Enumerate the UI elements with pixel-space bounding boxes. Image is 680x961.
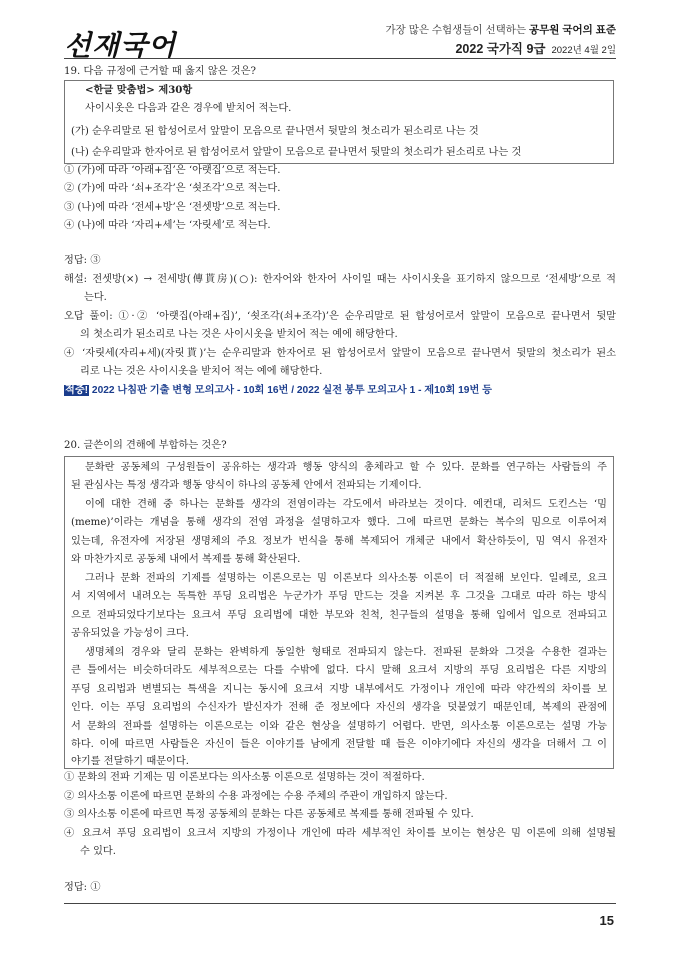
header-tagline xyxy=(385,22,616,37)
brand-logo: 선재국어 xyxy=(64,29,177,62)
exam-date: 2022년 4월 2일 xyxy=(551,45,616,56)
q20-question: 20. 글쓴이의 견해에 부합하는 것은? xyxy=(64,440,227,451)
passage-line: 와 마찬가지로 공동체 내에서 복제를 통해 확산된다. xyxy=(71,554,301,565)
passage-line xyxy=(71,719,607,734)
wrong-line-1: 오답 풀이: ①·② ‘아랫집(아래+집)’, ‘쇳조각(쇠+조각)’은 순우리말로 된 합성어로서 앞말이 모음으로 끝나면서 뒷말 xyxy=(64,311,616,322)
explain-line-1: 해설: 전셋방(×) → 전세방(傳貰房)(○): 한자어와 한자어 사이일 때는 사이시옷을 표기하지 않으므로 ‘전세방’으로 적 xyxy=(64,274,616,285)
passage-line xyxy=(85,460,607,475)
q19-wrong-1 xyxy=(64,309,616,324)
q19-wrong-2: 의 첫소리가 된소리로 나는 것은 사이시옷을 받치어 적는 예에 해당한다. xyxy=(80,329,398,340)
q19-rule-box xyxy=(64,80,614,164)
q19-wrong-3 xyxy=(64,346,616,361)
q19-option-2: ② (가)에 따라 ‘쇠+조각’은 ‘쇳조각’으로 적는다. xyxy=(64,183,281,194)
header-divider xyxy=(64,58,616,59)
passage-line xyxy=(71,515,607,530)
passage-text: 으로 전파되었다기보다는 요크셔 푸딩 요리법에 대한 부모와 친척, 친구들의 설명을 통해 입에서 입으로 전파되고 xyxy=(71,610,607,621)
q20-option-2: ② 의사소통 이론에 따르면 문화의 수용 과정에는 수용 주체의 주관이 개입하지 않는다. xyxy=(64,791,448,802)
passage-text: 하다. 이에 따르면 사람들은 자신이 들은 이야기를 남에게 전달할 때 들은 이야기에다 자신의 생각을 더해서 그 이 xyxy=(71,739,607,750)
passage-line xyxy=(71,663,607,678)
q19-question: 19. 다음 규정에 근거할 때 옳지 않은 것은? xyxy=(64,66,256,77)
rule-box-intro: 사이시옷은 다음과 같은 경우에 받치어 적는다. xyxy=(85,103,292,114)
q19-explain-2: 는다. xyxy=(84,292,107,303)
passage-text: 이에 대한 견해 중 하나는 문화를 생각의 전염이라는 각도에서 바라보는 것이다. 예컨대, 리처드 도킨스는 ‘밈 xyxy=(85,499,607,510)
q20-option-4-cont: 수 있다. xyxy=(80,846,116,857)
passage-text: 인다. 이는 푸딩 요리법의 수신자가 발신자가 전해 준 정보에다 자신의 생각을 덧붙였기 때문인데, 복제의 관점에 xyxy=(71,702,607,713)
passage-line xyxy=(71,589,607,604)
passage-text: 푸딩 요리법과 변별되는 특색을 지니는 동시에 요크셔 지방 내부에서도 가정이나 개인에 따라 약간씩의 차이를 보 xyxy=(71,684,607,695)
passage-line xyxy=(85,497,607,512)
passage-text: 셔 지역에서 내려오는 독특한 푸딩 요리법은 누군가가 푸딩 만드는 것을 지켜본 후 그것을 그대로 따라 하는 방식 xyxy=(71,591,607,602)
passage-line xyxy=(71,682,607,697)
q20-answer: 정답: ① xyxy=(64,882,101,893)
passage-line xyxy=(71,608,607,623)
passage-line: 된 관심사는 특정 생각과 행동 양식이 하나의 공동체 안에서 전파되는 기제이다. xyxy=(71,480,422,491)
q19-option-1: ① (가)에 따라 ‘아래+집’은 ‘아랫집’으로 적는다. xyxy=(64,165,281,176)
wrong-line-3: ④ ‘자릿세(자리+세)(자릿貰)’는 순우리말과 한자어로 된 합성어로서 앞말이 모음으로 끝나면서 뒷말의 첫소리가 된소 xyxy=(64,348,616,359)
passage-text: 문화란 공동체의 구성원들이 공유하는 생각과 행동 양식의 총체라고 할 수 있다. 문화를 연구하는 사람들의 주 xyxy=(85,462,607,473)
q19-option-4: ④ (나)에 따라 ‘자리+세’는 ‘자릿세’로 적는다. xyxy=(64,220,271,231)
passage-text: 있는데, 유전자에 저장된 생명체의 주요 정보가 번식을 통해 복제되어 개체군 내에서 확산하듯이, 밈 역시 유전자 xyxy=(71,536,607,547)
q20-passage-box xyxy=(64,456,614,769)
passage-text: 생명체의 경우와 달리 문화는 완벽하게 동일한 형태로 전파되지 않는다. 전파된 문화와 그것을 수용한 결과는 xyxy=(85,647,607,658)
passage-line xyxy=(71,534,607,549)
passage-line xyxy=(71,700,607,715)
passage-line xyxy=(85,571,607,586)
footer-divider xyxy=(64,903,616,904)
tagline-text: 가장 많은 수험생들이 선택하는 xyxy=(385,24,530,36)
q20-option-4 xyxy=(64,826,616,841)
hit-badge: 적중! xyxy=(65,385,89,396)
q19-answer: 정답: ③ xyxy=(64,255,101,266)
page-number: 15 xyxy=(599,913,614,928)
rule-box-na: (나) 순우리말과 한자어로 된 합성어로서 앞말이 모음으로 끝나면서 뒷말의 첫소리가 된소리로 나는 것 xyxy=(71,147,522,158)
rule-box-title: <한글 맞춤법> 제30항 xyxy=(85,84,193,96)
rule-box-ga: (가) 순우리말로 된 합성어로서 앞말이 모음으로 끝나면서 뒷말의 첫소리가 된소리로 나는 것 xyxy=(71,126,479,137)
passage-text: (meme)’이라는 개념을 통해 생각의 전염 과정을 설명하고자 했다. 그에 따르면 문화는 복수의 밈으로 이루어져 xyxy=(71,517,607,528)
exam-title: 2022 국가직 9급 xyxy=(455,42,546,56)
header-exam xyxy=(455,39,616,57)
q20-option-3: ③ 의사소통 이론에 따르면 특정 공동체의 문화는 다른 공동체로 복제를 통해 전파될 수 있다. xyxy=(64,809,474,820)
q19-hit xyxy=(64,383,492,398)
tagline-bold: 공무원 국어의 표준 xyxy=(529,24,616,36)
q19-wrong-4: 리로 나는 것은 사이시옷을 받치어 적는 예에 해당한다. xyxy=(80,366,323,377)
option-4-line-1: ④ 요크셔 푸딩 요리법이 요크셔 지방의 가정이나 개인에 따라 세부적인 차이를 보이는 현상은 밈 이론에 의해 설명될 xyxy=(64,828,616,839)
passage-line xyxy=(71,737,607,752)
q19-explain-1 xyxy=(64,272,616,287)
hit-source: 2022 나침판 기출 변형 모의고사 - 10회 16번 / 2022 실전 봉투 모의고사 1 - 제10회 19번 등 xyxy=(89,385,492,396)
passage-text: 서 문화의 전파를 설명하는 이론으로는 이와 같은 현상을 설명하기 어렵다. 반면, 의사소통 이론으로는 설명 가능 xyxy=(71,721,607,732)
q20-option-1: ① 문화의 전파 기제는 밈 이론보다는 의사소통 이론으로 설명하는 것이 적절하다. xyxy=(64,772,425,783)
passage-text: 그러나 문화 전파의 기제를 설명하는 이론으로는 밈 이론보다 의사소통 이론이 더 적절해 보인다. 일례로, 요크 xyxy=(85,573,607,584)
passage-line xyxy=(85,645,607,660)
passage-line: 공유되었을 가능성이 크다. xyxy=(71,628,189,639)
q19-option-3: ③ (나)에 따라 ‘전세+방’은 ‘전셋방’으로 적는다. xyxy=(64,202,281,213)
passage-text: 큰 틀에서는 비슷하더라도 세부적으로는 다를 수밖에 없다. 다시 말해 요크셔 지방의 푸딩 요리법은 다른 지방의 xyxy=(71,665,607,676)
passage-line: 야기를 전달하기 때문이다. xyxy=(71,756,189,767)
